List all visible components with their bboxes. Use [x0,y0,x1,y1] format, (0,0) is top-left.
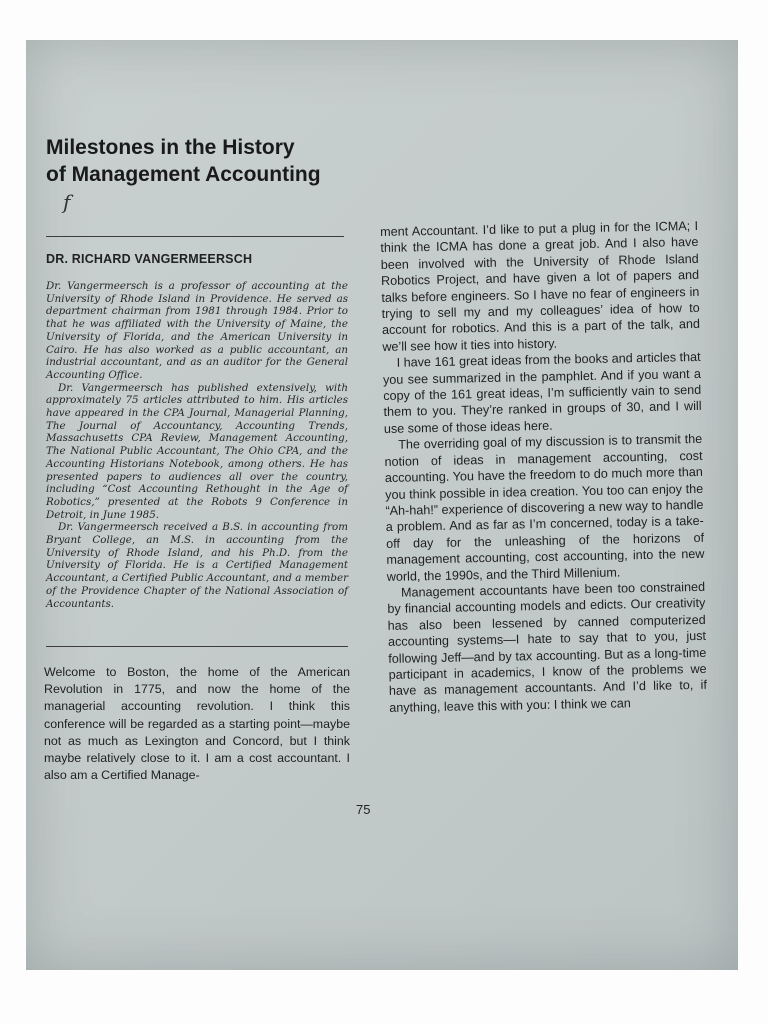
author-name: DR. RICHARD VANGERMEERSCH [46,252,253,266]
body-paragraph: ment Accountant. I’d like to put a plug in for the ICMA; I think the ICMA has done a great job. And I also have been involved with the University of Rhode Island Robotics Project, and have given a lot of papers and talks before engineers. So I have no fear of engineers in trying to sell my and my colleagues’ idea of how to account for robotics. And this is a part of the talk, and we’ll see how it ties into history. [380,218,701,354]
left-column [44,664,350,784]
body-paragraph: Welcome to Boston, the home of the American Revolution in 1775, and now the home of the managerial accounting revolution. I think this conference will be regarded as a starting point—maybe not as much as Lexington and Concord, but I think maybe relatively close to it. I am a cost accountant. I also am a Certified Manage- [44,665,350,783]
bio-paragraph: Dr. Vangermeersch received a B.S. in accounting from Bryant College, an M.S. in accounting from the University of Rhode Island, and his Ph.D. from the University of Florida. He is a Certified Management Accountant, a Certified Public Accountant, and a member of the Providence Chapter of the National Association of Accountants. [46,521,348,610]
body-paragraph: The overriding goal of my discussion is to transmit the notion of ideas in management accounting, cost accounting. You have the freedom to do much more than you think possible in idea creation. You too can enjoy the “Ah-hah!” experience of discovering a new way to handle a problem. And as far as I’m concerned, today is a take-off day for the unleashing of the horizons of management accounting, cost accounting, into the new world, the 1990s, and the Third Millenium. [384,432,705,584]
title-line-1: Milestones in the History [46,136,295,159]
body-paragraph: Management accountants have been too constrained by financial accounting models and edicts. Our creativity has also been lessened by canned computerized accounting systems—I hate to say that to you, just following Jeff—and by tax accounting. But as a long-time participant in academics, I know of the problems we have as management accountants. And I’d like to, if anything, leave this with you: I think we can [387,579,708,715]
bio-paragraph: Dr. Vangermeersch has published extensively, with approximately 75 articles attributed to him. His articles have appeared in the CPA Journal, Managerial Planning, The Journal of Accountancy, Accounting Trends, Massachusetts CPA Review, Management Accounting, The National Public Accountant, The Ohio CPA, and the Accounting Historians Notebook, among others. He has presented papers to audiences all over the country, including “Cost Accounting Rethought in the Age of Robotics,” presented at the Robots 9 Conference in Detroit, in June 1985. [46,381,348,521]
top-divider [46,236,344,237]
title-line-2: of Management Accounting [46,163,321,186]
bio-divider [46,646,348,647]
pen-mark: f [63,190,71,214]
author-bio [46,280,348,610]
bio-paragraph: Dr. Vangermeersch is a professor of accounting at the University of Rhode Island in Providence. He served as department chairman from 1981 through 1984. Prior to that he was affiliated with the University of Maine, the University of Florida, and the American University in Cairo. He has also worked as a public accountant, an industrial accountant, and as an auditor for the General Accounting Office. [46,280,348,381]
article-title [46,134,376,188]
page-number: 75 [356,802,371,817]
body-paragraph: I have 161 great ideas from the books and articles that you see summarized in the pamphlet. And if you want a copy of the 161 great ideas, I’m sufficiently vain to send them to you. They’re ranked in groups of 30, and I will use some of those ideas here. [382,350,702,436]
right-column [380,218,707,716]
